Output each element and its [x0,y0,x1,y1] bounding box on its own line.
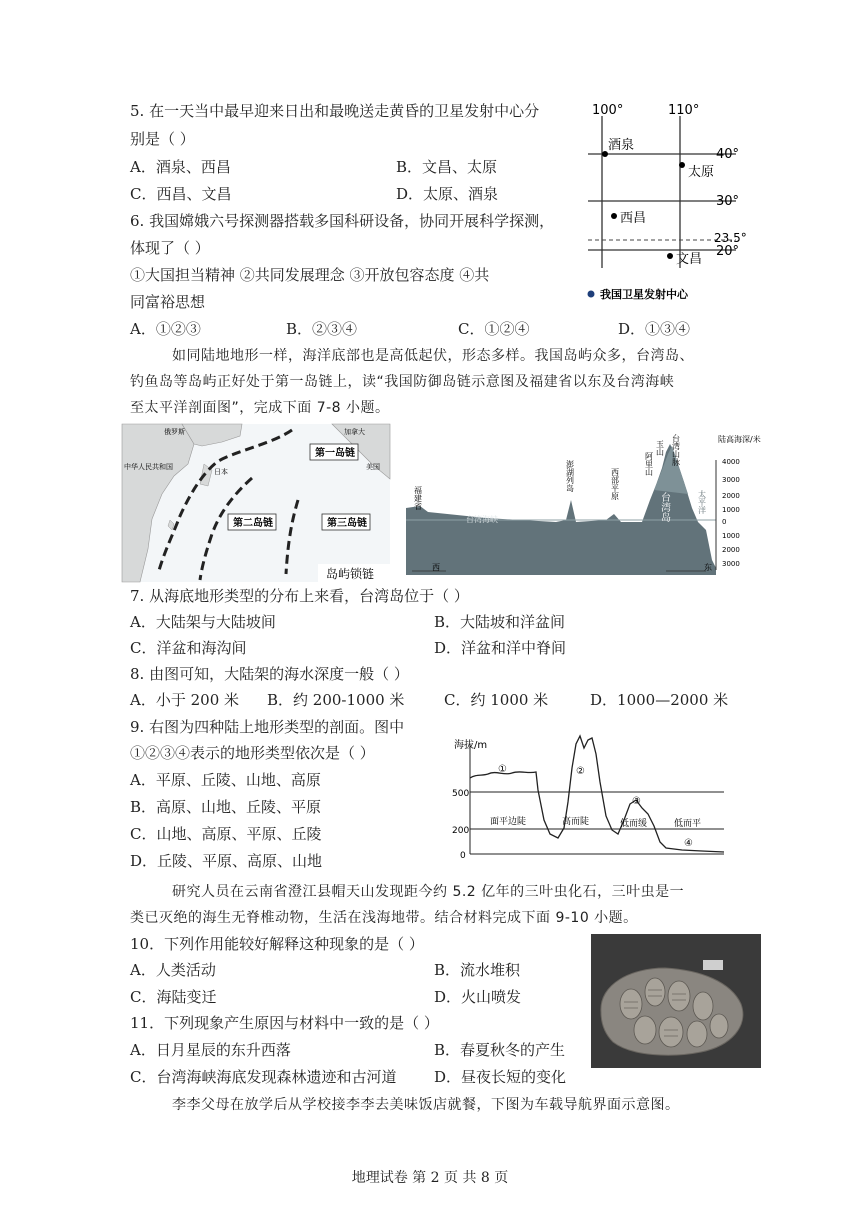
terrain-label-4: 低而平 [674,819,702,829]
taiyuan-label: 太原 [688,165,715,180]
penghu-label: 澎湖列岛 [565,460,575,492]
wenchang-dot [667,253,673,259]
xichang-label: 西昌 [620,211,647,226]
profile-axis-title: 陆高海深/米 [718,435,761,444]
xichang-dot [611,213,617,219]
lat-20-label: 20° [716,244,740,259]
q8-option-c: C．约 1000 米 [444,691,549,709]
canada-label: 加拿大 [344,428,365,436]
q9-stem-line1: 9. 右图为四种陆上地形类型的剖面。图中 [130,718,405,736]
q9-option-a: A．平原、丘陵、山地、高原 [130,771,321,789]
terrain-ylabel: 海拔/m [454,740,488,751]
intro-7-8-line1: 如同陆地地形一样，海洋底部也是高低起伏，形态多样。我国岛屿众多，台湾岛、 [172,348,694,364]
third-chain-label: 第三岛链 [327,518,367,529]
terrain-tick-500: 500 [452,789,470,799]
jiuquan-label: 酒泉 [608,138,635,153]
tick-1000-up: 1000 [722,506,740,514]
tick-2000: 2000 [722,492,740,500]
lon-100-label: 100° [592,103,624,118]
strait-label: 台湾海峡 [466,515,498,524]
island-chain-map [122,424,390,582]
q5-stem-line1: 5. 在一天当中最早迎来日出和最晚送走黄昏的卫星发射中心分 [130,102,540,120]
taiyuan-dot [679,162,685,168]
q6-items-line1: ①大国担当精神 ②共同发展理念 ③开放包容态度 ④共 [130,266,490,284]
second-chain-label: 第二岛链 [233,518,273,529]
intro-7-8-line2: 钓鱼岛等岛屿正好处于第一岛链上，读“我国防御岛链示意图及福建省以东及台湾海峡 [130,374,675,390]
terrain-curve [470,736,724,852]
q6-option-d: D．①③④ [618,320,691,338]
q5-option-d: D．太原、酒泉 [396,185,499,203]
tick-1000-down: 1000 [722,532,740,540]
q11-stem: 11．下列现象产生原因与材料中一致的是（ ） [130,1014,439,1032]
terrain-profile-chart [452,730,732,865]
q5-option-c: C．西昌、文昌 [130,185,232,203]
q5-option-a: A．酒泉、西昌 [130,158,231,176]
first-chain-label: 第一岛链 [315,448,355,459]
q7-option-d: D．洋盆和洋中脊间 [434,639,567,657]
q10-option-a: A．人类活动 [130,961,216,979]
q10-stem: 10．下列作用能较好解释这种现象的是（ ） [130,935,424,953]
terrain-marker-1: ① [498,764,507,775]
q7-stem: 7. 从海底地形类型的分布上来看，台湾岛位于（ ） [130,587,469,605]
lat-23-label: 23.5° [714,231,747,245]
q6-option-b: B．②③④ [286,320,358,338]
island-chain-caption: 岛屿锁链 [326,567,375,581]
q5-option-b: B．文昌、太原 [396,158,498,176]
japan-label: 日本 [214,468,228,476]
q5-stem-line2: 别是（ ） [130,130,195,148]
q9-stem-line2: ①②③④表示的地形类型依次是（ ） [130,744,375,762]
q8-option-b: B．约 200-1000 米 [267,691,405,709]
western-plain-label: 西部平原 [610,468,620,500]
terrain-label-1: 面平边陡 [490,817,527,827]
q9-option-d: D．丘陵、平原、高原、山地 [130,852,323,870]
q9-option-b: B．高原、山地、丘陵、平原 [130,798,322,816]
q11-option-d: D．昼夜长短的变化 [434,1068,567,1086]
page-footer: 地理试卷 第 2 页 共 8 页 [351,1170,509,1186]
terrain-marker-4: ④ [684,838,693,849]
east-label: 东 [704,563,712,572]
launch-site-map [578,98,758,308]
q6-stem-line1: 6. 我国嫦娥六号探测器搭载多国科研设备，协同开展科学探测， [130,212,555,230]
intro-9-10-line1: 研究人员在云南省澄江县帽天山发现距今约 5.2 亿年的三叶虫化石，三叶虫是一 [172,884,685,900]
q6-option-c: C．①②④ [458,320,530,338]
legend-dot [588,291,595,298]
q8-option-a: A．小于 200 米 [130,691,239,709]
q10-option-c: C．海陆变迁 [130,988,217,1006]
terrain-label-3: 低而缓 [620,819,648,829]
terrain-marker-2: ② [576,766,585,777]
alishan-label: 阿里山 [644,452,654,476]
terrain-marker-3: ③ [632,796,641,807]
usa-label: 美国 [366,463,380,471]
lon-110-label: 110° [668,103,700,118]
q9-option-c: C．山地、高原、平原、丘陵 [130,825,322,843]
tick-3000: 3000 [722,476,740,484]
lat-30-label: 30° [716,194,740,209]
pacific-label: 太平洋 [697,490,707,514]
q6-option-a: A．①②③ [130,320,201,338]
tick-0: 0 [722,518,727,526]
q6-stem-line2: 体现了（ ） [130,239,210,257]
russia-label: 俄罗斯 [164,428,185,436]
q8-stem: 8. 由图可知，大陆架的海水深度一般（ ） [130,665,409,683]
terrain-label-2: 高而陡 [562,817,590,827]
legend-label: 我国卫星发射中心 [600,288,688,301]
west-label: 西 [432,563,440,572]
q8-option-d: D．1000—2000 米 [590,691,729,709]
seabed-profile [406,430,761,575]
tick-3000-down: 3000 [722,560,740,568]
yushan-label: 玉山 [655,440,665,456]
lat-40-label: 40° [716,147,740,162]
intro-9-10-line2: 类已灭绝的海生无脊椎动物，生活在浅海地带。结合材料完成下面 9-10 小题。 [130,910,638,926]
china-label: 中华人民共和国 [124,463,173,471]
taiwan-island-label: 台湾岛 [658,492,670,522]
trilobite-fossil-photo [591,934,761,1068]
fujian-label: 福建省 [413,486,423,510]
q7-option-b: B．大陆坡和洋盆间 [434,613,566,631]
taiwan-mountains-label: 台湾山脉 [671,434,681,466]
q11-option-a: A．日月星辰的东升西落 [130,1041,291,1059]
tick-2000-down: 2000 [722,546,740,554]
q7-option-c: C．洋盆和海沟间 [130,639,247,657]
intro-next-question: 李李父母在放学后从学校接李李去美味饭店就餐，下图为车载导航界面示意图。 [172,1097,680,1113]
terrain-tick-200: 200 [452,826,470,836]
wenchang-label: 文昌 [676,252,703,267]
q11-option-c: C．台湾海峡海底发现森林遗迹和古河道 [130,1068,397,1086]
q6-items-line2: 同富裕思想 [130,293,206,311]
q10-option-d: D．火山喷发 [434,988,522,1006]
q10-option-b: B．流水堆积 [434,961,521,979]
q7-option-a: A．大陆架与大陆坡间 [130,613,276,631]
intro-7-8-line3: 至太平洋剖面图”，完成下面 7-8 小题。 [130,400,390,416]
terrain-tick-0: 0 [460,851,466,861]
q11-option-b: B．春夏秋冬的产生 [434,1041,566,1059]
tick-4000: 4000 [722,458,740,466]
